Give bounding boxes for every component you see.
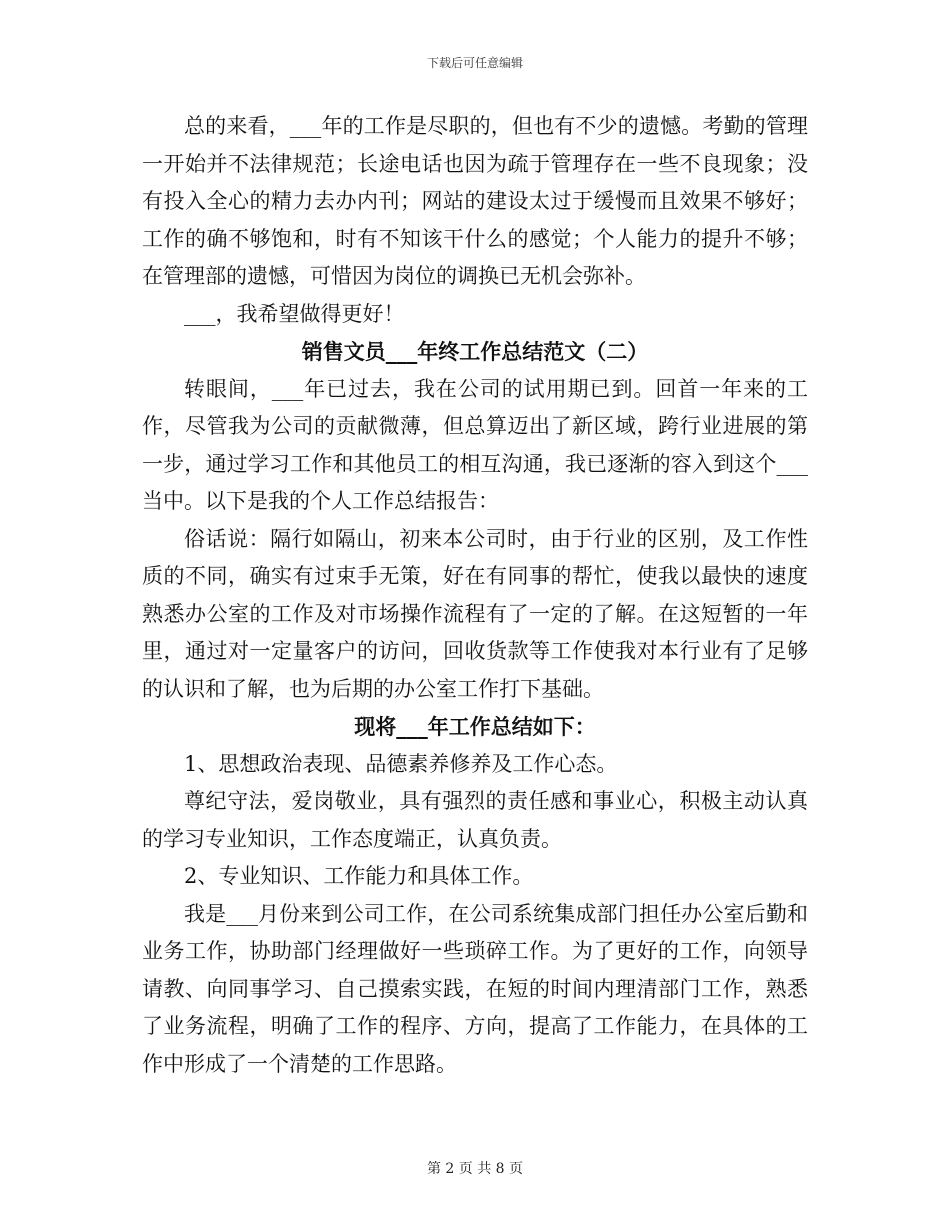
document-body	[142, 108, 808, 1083]
paragraph-intro: 转眼间，___年已过去，我在公司的试用期已到。回首一年来的工作，尽管我为公司的贡献微薄，但总算迈出了新区域，跨行业进展的第一步，通过学习工作和其他员工的相互沟通，我已逐渐的容入到这个___当中。以下是我的个人工作总结报告：	[142, 376, 808, 513]
list-item-1-heading: 1、思想政治表现、品德素养修养及工作心态。	[184, 751, 618, 776]
page-number: 第 2 页 共 8 页	[426, 1161, 524, 1177]
page-header: 下载后可任意编辑	[426, 56, 523, 70]
list-item-1-body: 尊纪守法，爱岗敬业，具有强烈的责任感和事业心，积极主动认真的学习专业知识，工作态度端正，认真负责。	[142, 789, 808, 851]
list-item-2-body: 我是___月份来到公司工作，在公司系统集成部门担任办公室后勤和业务工作，协助部门经理做好一些琐碎工作。为了更好的工作，向领导请教、向同事学习、自己摸索实践，在短的时间内理清部门工作，熟悉了业务流程，明确了工作的程序、方向，提高了工作能力，在具体的工作中形成了一个清楚的工作思路。	[142, 901, 808, 1076]
paragraph-experience: 俗话说：隔行如隔山，初来本公司时，由于行业的区别，及工作性质的不同，确实有过束手无策，好在有同事的帮忙，使我以最快的速度熟悉办公室的工作及对市场操作流程有了一定的了解。在这短暂的一年里，通过对一定量客户的访问，回收货款等工作使我对本行业有了足够的认识和了解，也为后期的办公室工作打下基础。	[142, 526, 808, 701]
section-title: 销售文员___年终工作总结范文（二）	[301, 339, 649, 364]
list-item-2-heading: 2、专业知识、工作能力和具体工作。	[184, 864, 534, 888]
paragraph-summary: 总的来看，___年的工作是尽职的，但也有不少的遗憾。考勤的管理一开始并不法律规范；长途电话也因为疏于管理存在一些不良现象；没有投入全心的精力去办内刊；网站的建设太过于缓慢而且效果不够好；工作的确不够饱和，时有不知该干什么的感觉；个人能力的提升不够；在管理部的遗憾，可惜因为岗位的调换已无机会弥补。	[142, 114, 808, 288]
subsection-title: 现将___年工作总结如下：	[354, 714, 596, 739]
paragraph-closing: ___，我希望做得更好！	[184, 301, 405, 326]
